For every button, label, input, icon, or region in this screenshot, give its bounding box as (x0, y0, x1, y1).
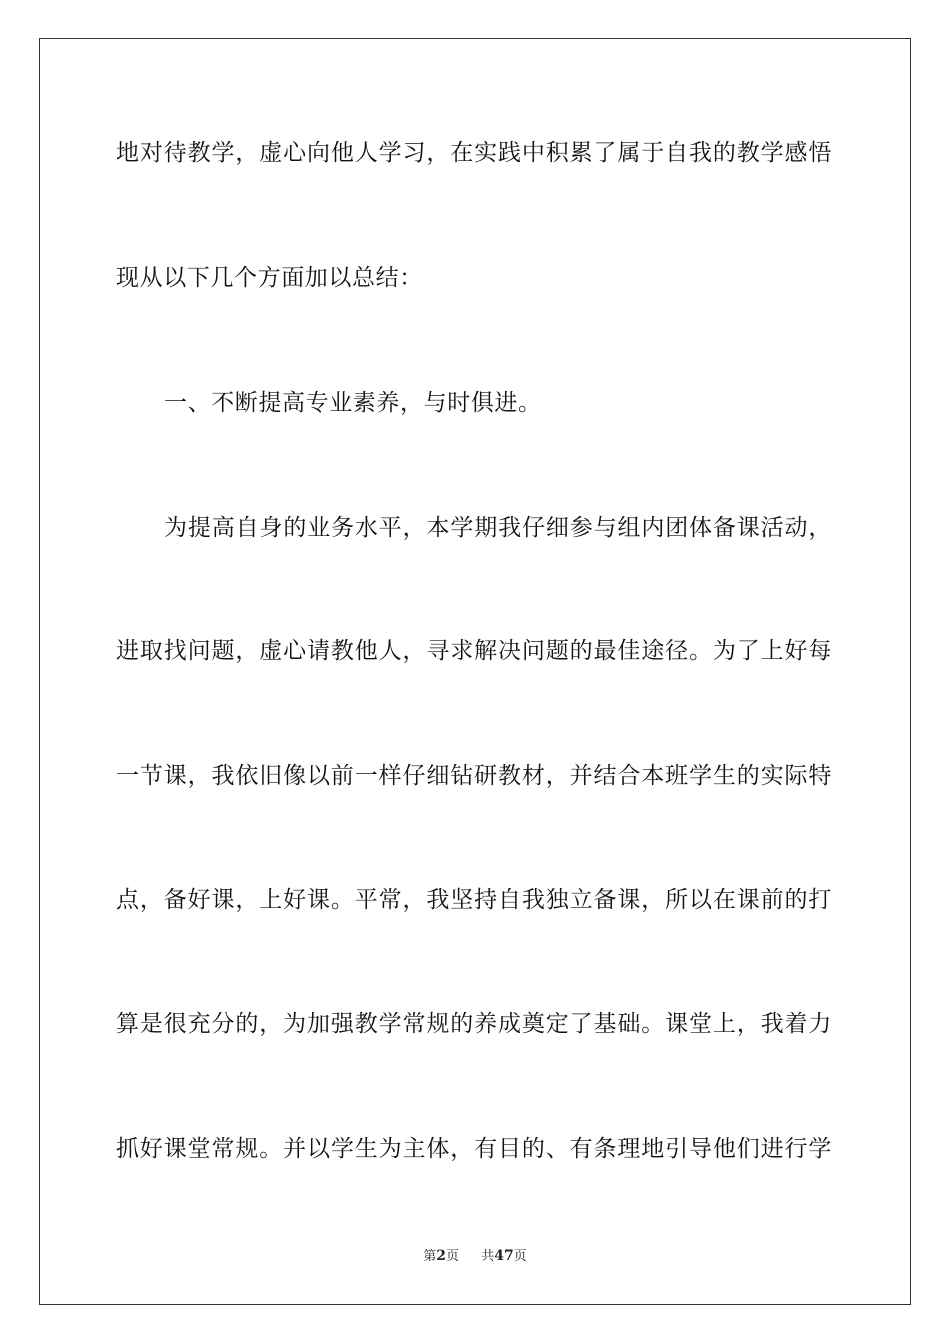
paragraph-line-6: 一节课，我依旧像以前一样仔细钻研教材，并结合本班学生的实际特 (116, 763, 832, 789)
paragraph-line-2: 现从以下几个方面加以总结： (116, 265, 423, 291)
paragraph-line-4: 为提高自身的业务水平，本学期我仔细参与组内团体备课活动， (164, 515, 832, 541)
page-number: 2 (436, 1248, 446, 1264)
paragraph-line-9: 抓好课堂常规。并以学生为主体，有目的、有条理地引导他们进行学 (116, 1136, 832, 1162)
page-footer (0, 1248, 950, 1265)
total-pages-indicator (481, 1248, 527, 1265)
paragraph-line-7: 点，备好课，上好课。平常，我坚持自我独立备课，所以在课前的打 (116, 887, 832, 913)
page-border (39, 38, 911, 1305)
paragraph-line-5: 进取找问题，虚心请教他人，寻求解决问题的最佳途径。为了上好每 (116, 638, 832, 664)
total-suffix: 页 (513, 1249, 527, 1264)
page-prefix: 第 (423, 1249, 437, 1264)
page-suffix: 页 (445, 1249, 459, 1264)
total-pages-number: 47 (494, 1248, 514, 1264)
total-prefix: 共 (481, 1249, 495, 1264)
page-indicator (423, 1248, 459, 1265)
paragraph-line-1: 地对待教学，虚心向他人学习，在实践中积累了属于自我的教学感悟 (116, 140, 832, 166)
paragraph-line-8: 算是很充分的，为加强教学常规的养成奠定了基础。课堂上，我着力 (116, 1011, 832, 1037)
section-heading: 一、不断提高专业素养，与时俱进。 (164, 390, 542, 416)
